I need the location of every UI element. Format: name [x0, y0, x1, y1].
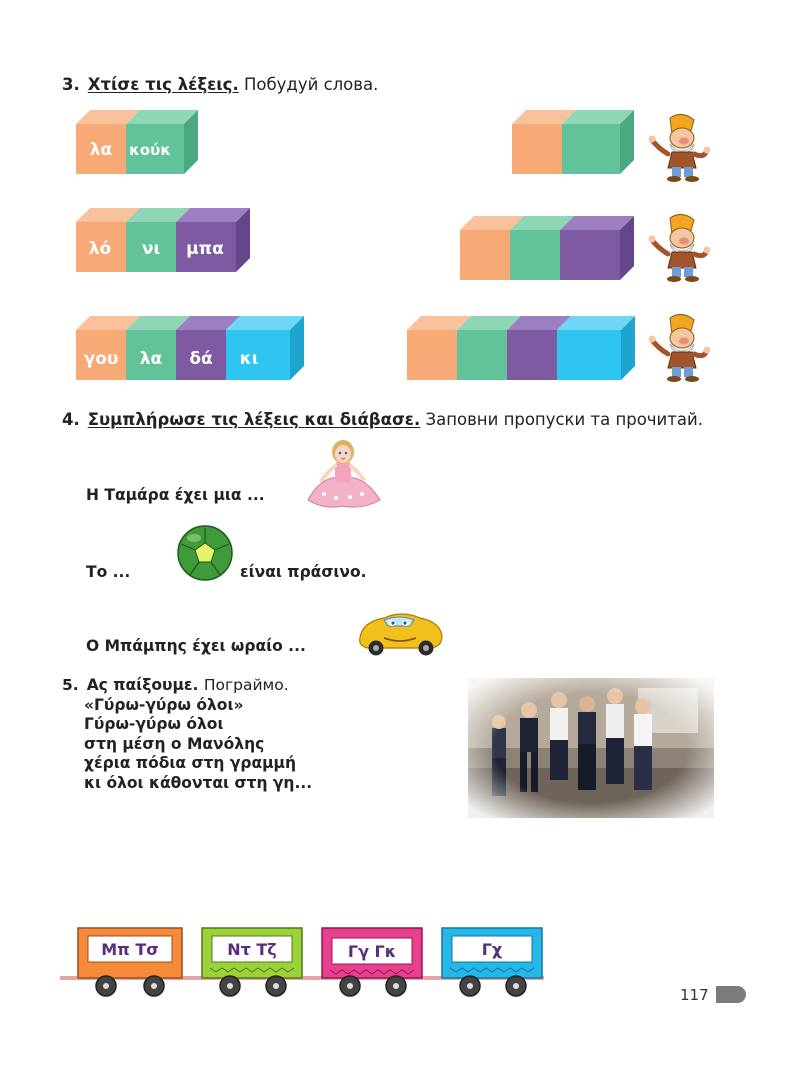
poem-line: Γύρω-γύρω όλοι — [84, 715, 224, 733]
empty-block-row-1 — [512, 110, 642, 176]
syllable-block: κι — [239, 349, 259, 369]
train-wagon — [322, 928, 422, 996]
task3-heading — [62, 75, 378, 94]
syllable-block: γου — [83, 349, 119, 369]
wagon-label: Ντ Τζ — [227, 940, 277, 959]
task4-heading — [62, 410, 703, 429]
task5-number: 5. — [62, 676, 79, 694]
block-row-3-left — [76, 316, 308, 382]
syllable-block: λα — [89, 140, 113, 160]
task5-title-greek: Ας παίξουμε. — [86, 676, 199, 694]
task4-title-greek: Συμπλήρωσε τις λέξεις και διάβασε. — [87, 410, 421, 429]
poem-line: στη μέση ο Μανόλης — [84, 734, 265, 753]
poem-line: «Γύρω-γύρω όλοι» — [84, 695, 244, 714]
letter-train — [60, 920, 560, 1004]
task5-title-ukrainian: Пограймо. — [203, 676, 289, 694]
sentence-ball-end: είναι πράσινο. — [240, 563, 367, 581]
syllable-block: μπα — [186, 239, 224, 259]
dwarf-illustration-2 — [648, 212, 720, 288]
task3-title-ukrainian: Побудуй слова. — [243, 75, 379, 94]
car-image — [354, 604, 446, 662]
task4-number: 4. — [62, 410, 80, 429]
sentence-car: Ο Μπάμπης έχει ωραίο ... — [86, 637, 306, 655]
train-wagon — [78, 928, 182, 996]
children-circle-photo — [468, 678, 714, 818]
sentence-ball-start: Το ... — [86, 563, 131, 581]
wagon-label: Γχ — [481, 940, 503, 959]
task3-title-greek: Χτίσε τις λέξεις. — [87, 75, 239, 94]
dwarf-illustration-1 — [648, 112, 720, 188]
task4-title-ukrainian: Заповни пропуски та прочитай. — [425, 410, 703, 429]
block-row-1-left — [76, 110, 206, 176]
ball-image — [176, 524, 234, 586]
empty-block-row-2 — [460, 216, 640, 282]
block-row-2-left — [76, 208, 256, 274]
page-number: 117 — [680, 986, 709, 1004]
task5-block — [62, 676, 312, 793]
doll-image — [302, 434, 384, 516]
task5-heading — [62, 676, 312, 696]
wagon-label: Μπ Τσ — [101, 940, 159, 959]
syllable-block: λό — [88, 239, 112, 259]
syllable-block: νι — [141, 239, 161, 259]
page-tab-marker — [716, 986, 746, 1003]
syllable-block: λα — [139, 349, 163, 369]
train-wagon — [442, 928, 542, 996]
wagon-label: Γγ Γκ — [347, 942, 397, 961]
empty-block-row-3 — [407, 316, 639, 382]
task3-number: 3. — [62, 75, 80, 94]
syllable-block: κούκ — [129, 141, 171, 159]
sentence-doll: Η Ταμάρα έχει μια ... — [86, 486, 265, 504]
poem-line: κι όλοι κάθονται στη γη... — [84, 773, 313, 792]
poem-line: χέρια πόδια στη γραμμή — [84, 754, 296, 772]
dwarf-illustration-3 — [648, 312, 720, 388]
train-wagon — [202, 928, 302, 996]
syllable-block: δά — [189, 349, 213, 369]
